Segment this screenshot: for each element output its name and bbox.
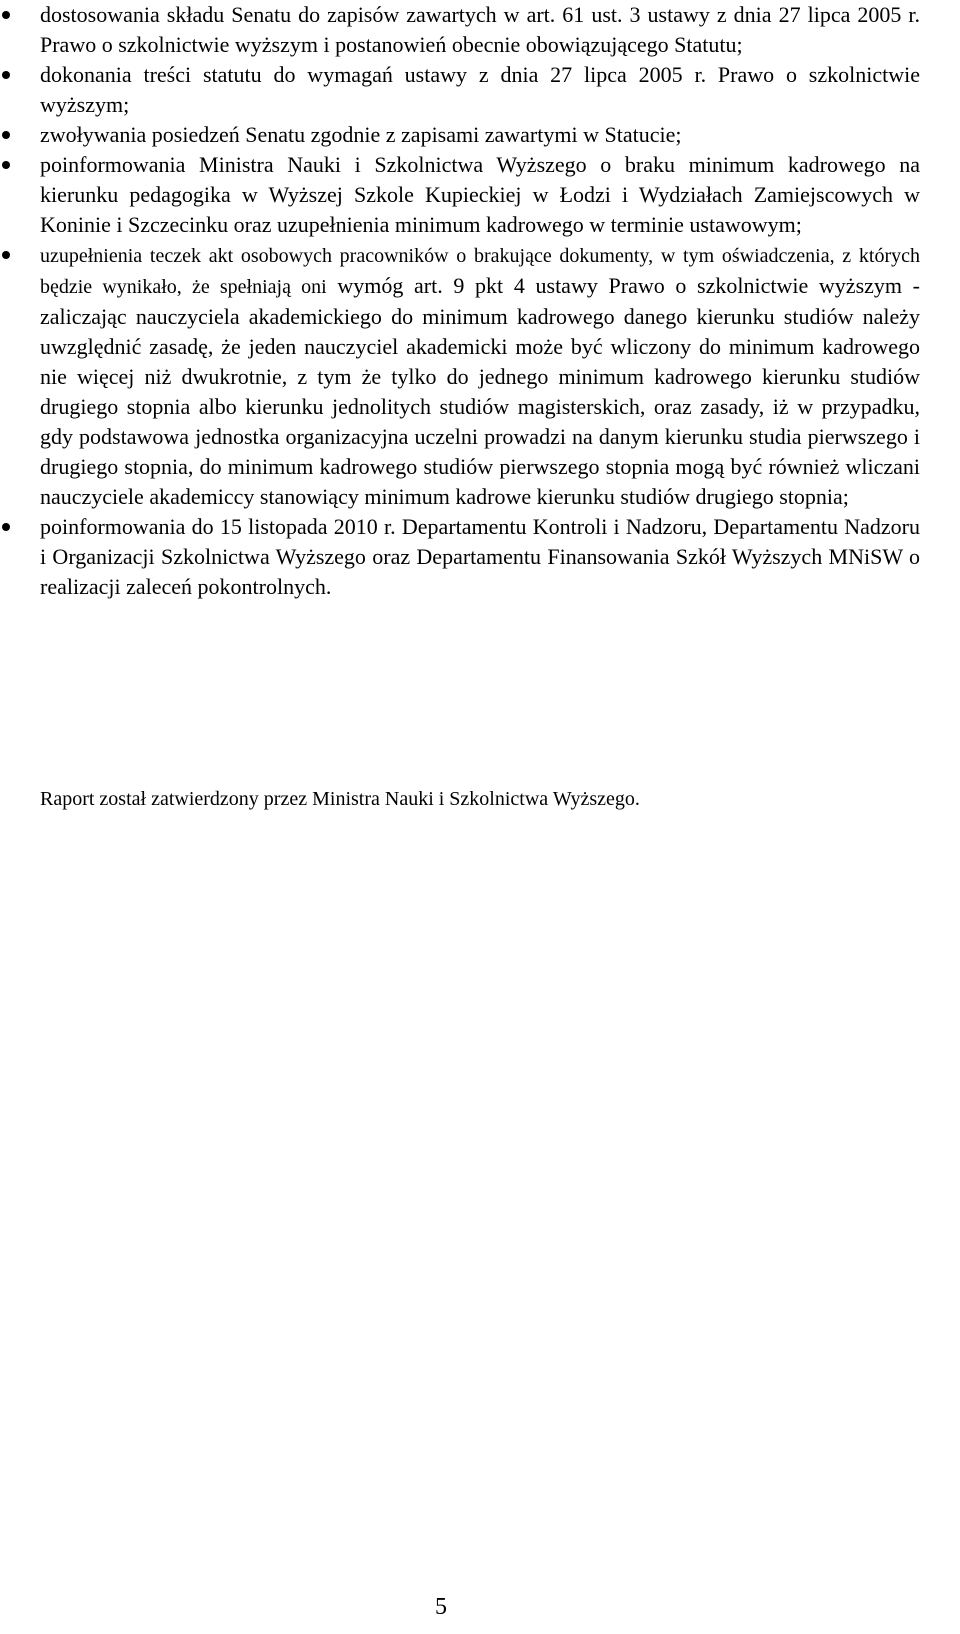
bullet-icon xyxy=(2,71,10,79)
list-item xyxy=(40,120,920,150)
list-item-text: poinformowania Ministra Nauki i Szkolnictwa Wyższego o braku minimum kadrowego na kierunku pedagogika w Wyższej Szkole Kupieckiej w Łodzi i Wydziałach Zamiejscowych w Koninie i Szczecinku oraz uzupełnienia minimum kadrowego w terminie ustawowym; xyxy=(40,152,920,237)
list-item xyxy=(40,240,920,512)
list-item-text: dostosowania składu Senatu do zapisów zawartych w art. 61 ust. 3 ustawy z dnia 27 lipca 2005 r. Prawo o szkolnictwie wyższym i postanowień obecnie obowiązującego Statutu; xyxy=(40,2,920,57)
list-item-text: dokonania treści statutu do wymagań ustawy z dnia 27 lipca 2005 r. Prawo o szkolnictwie wyższym; xyxy=(40,62,920,117)
bullet-icon xyxy=(2,131,10,139)
bullet-icon xyxy=(2,11,10,19)
bullet-icon xyxy=(2,523,10,531)
list-item xyxy=(40,512,920,602)
list-item xyxy=(40,0,920,60)
list-item-text-continued: wymóg art. 9 pkt 4 ustawy Prawo o szkolnictwie wyższym - zaliczając nauczyciela akademickiego do minimum kadrowego danego kierunku studiów należy uwzględnić zasadę, że jeden nauczyciel akademicki może być wliczony do minimum kadrowego nie więcej niż dwukrotnie, z tym że tylko do jednego minimum kadrowego kierunku studiów drugiego stopnia albo kierunku jednolitych studiów magisterskich, oraz zasady, iż w przypadku, gdy podstawowa jednostka organizacyjna uczelni prowadzi na danym kierunku studia pierwszego i drugiego stopnia, do minimum kadrowego studiów pierwszego stopnia mogą być również wliczani nauczyciele akademiccy stanowiący minimum kadrowe kierunku studiów drugiego stopnia; xyxy=(40,273,920,509)
list-item xyxy=(40,60,920,120)
recommendations-list xyxy=(40,0,920,602)
list-item xyxy=(40,150,920,240)
page-number: 5 xyxy=(435,1594,447,1620)
list-item-text: uzupełnienia teczek akt osobowych pracowników o brakujące dokumenty, w tym oświadczenia, z których będzie wynikało, że spełniają oni xyxy=(40,245,920,298)
list-item-text: zwoływania posiedzeń Senatu zgodnie z zapisami zawartymi w Statucie; xyxy=(40,122,682,147)
list-item-text: poinformowania do 15 listopada 2010 r. Departamentu Kontroli i Nadzoru, Departamentu Nadzoru i Organizacji Szkolnictwa Wyższego oraz Departamentu Finansowania Szkół Wyższych MNiSW o realizacji zaleceń pokontrolnych. xyxy=(40,514,920,599)
bullet-icon xyxy=(2,251,10,259)
approval-note: Raport został zatwierdzony przez Ministra Nauki i Szkolnictwa Wyższego. xyxy=(40,788,640,810)
bullet-icon xyxy=(2,161,10,169)
